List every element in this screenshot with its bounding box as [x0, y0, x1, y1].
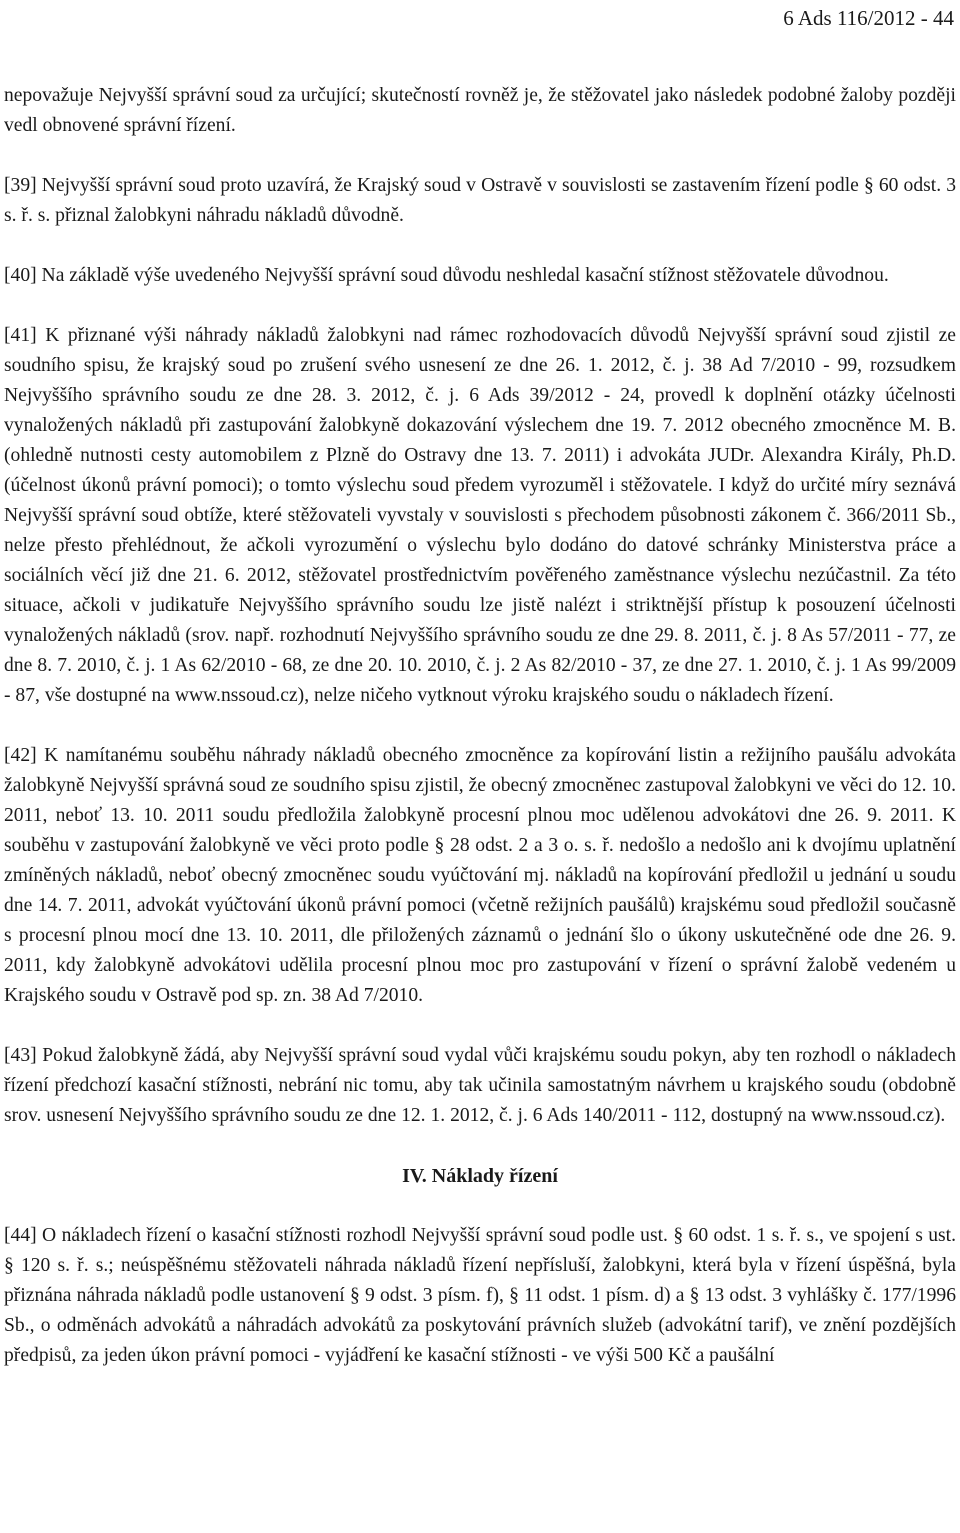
paragraph-42: [42] K namítanému souběhu náhrady nákladů obecného zmocněnce za kopírování listin a režijního paušálu advokáta žalobkyně Nejvyšší správná soud ze soudního spisu zjistil, že obecný zmocněnec zastupoval žalobkyni ve věci do 12. 10. 2011, neboť 13. 10. 2011 soudu předložila žalobkyně procesní plnou moc udělenou advokátovi dne 26. 9. 2011. K souběhu v zastupování žalobkyně ve věci proto podle § 28 odst. 2 a 3 o. s. ř. nedošlo a nedošlo ani k dvojímu uplatnění zmíněných nákladů, neboť obecný zmocněnec soudu vyúčtování mj. nákladů na kopírování předložil u jednání u soudu dne 14. 7. 2011, advokát vyúčtování úkonů právní pomoci (včetně režijních paušálů) krajskému soud předložil současně s procesní plnou mocí dne 13. 10. 2011, dle přiložených záznamů o jednání šlo o úkony uskutečněné ode dne 26. 9. 2011, kdy žalobkyně advokátovi udělila procesní plnou moc pro zastupování v řízení o správní žalobě vedeném u Krajského soudu v Ostravě pod sp. zn. 38 Ad 7/2010. [4, 745, 956, 1006]
section-heading: IV. Náklady řízení [402, 1165, 558, 1187]
paragraph-43: [43] Pokud žalobkyně žádá, aby Nejvyšší správní soud vydal vůči krajskému soudu pokyn, aby ten rozhodl o nákladech řízení předchozí kasační stížnosti, nebrání nic tomu, aby tak učinila samostatným návrhem u krajského soudu (obdobně srov. usnesení Nejvyššího správního soudu ze dne 12. 1. 2012, č. j. 6 Ads 140/2011 - 112, dostupný na www.nssoud.cz). [4, 1045, 956, 1126]
case-reference-header: 6 Ads 116/2012 - 44 [783, 6, 954, 30]
document-body [4, 81, 956, 1371]
paragraph-39: [39] Nejvyšší správní soud proto uzavírá, že Krajský soud v Ostravě v souvislosti se zastavením řízení podle § 60 odst. 3 s. ř. s. přiznal žalobkyni náhradu nákladů důvodně. [4, 175, 956, 226]
paragraph-44: [44] O nákladech řízení o kasační stížnosti rozhodl Nejvyšší správní soud podle ust. § 60 odst. 1 s. ř. s., ve spojení s ust. § 120 s. ř. s.; neúspěšnému stěžovateli náhrada nákladů řízení nepřísluší, žalobkyni, která byla v řízení úspěšná, byla přiznána náhrada nákladů podle ustanovení § 9 odst. 3 písm. f), § 11 odst. 1 písm. d) a § 13 odst. 3 vyhlášky č. 177/1996 Sb., o odměnách advokátů a náhradách advokátů za poskytování právních služeb (advokátní tarif), ve znění pozdějších předpisů, za jeden úkon právní pomoci - vyjádření ke kasační stížnosti - ve výši 500 Kč a paušální [4, 1225, 956, 1366]
paragraph-41: [41] K přiznané výši náhrady nákladů žalobkyni nad rámec rozhodovacích důvodů Nejvyšší správní soud zjistil ze soudního spisu, že krajský soud po zrušení svého usnesení ze dne 26. 1. 2012, č. j. 38 Ad 7/2010 - 99, rozsudkem Nejvyššího správního soudu ze dne 28. 3. 2012, č. j. 6 Ads 39/2012 - 24, provedl k doplnění otázky účelnosti vynaložených nákladů při zastupování žalobkyně dokazování výslechem dne 19. 7. 2012 obecného zmocněnce M. B. (ohledně nutnosti cesty automobilem z Plzně do Ostravy dne 13. 7. 2011) i advokáta JUDr. Alexandra Király, Ph.D. (účelnost úkonů právní pomoci); o tomto výslechu soud předem vyrozuměl i stěžovatele. I když do určité míry seznává Nejvyšší správní soud obtíže, které stěžovateli vyvstaly v souvislosti s přechodem působnosti zákonem č. 366/2011 Sb., nelze přesto přehlédnout, že ačkoli vyrozumění o výslechu bylo dodáno do datové schránky Ministerstva práce a sociálních věcí již dne 21. 6. 2012, stěžovatel prostřednictvím pověřeného zaměstnance výslechu nezúčastnil. Za této situace, ačkoli v judikatuře Nejvyššího správního soudu lze jistě nalézt i striktnější přístup k posouzení účelnosti vynaložených nákladů (srov. např. rozhodnutí Nejvyššího správního soudu ze dne 29. 8. 2011, č. j. 8 As 57/2011 - 77, ze dne 8. 7. 2010, č. j. 1 As 62/2010 - 68, ze dne 20. 10. 2010, č. j. 2 As 82/2010 - 37, ze dne 27. 1. 2010, č. j. 1 As 99/2009 - 87, vše dostupné na www.nssoud.cz), nelze ničeho vytknout výroku krajského soudu o nákladech řízení. [4, 325, 956, 706]
paragraph-40: [40] Na základě výše uvedeného Nejvyšší správní soud důvodu neshledal kasační stížnost stěžovatele důvodnou. [4, 265, 889, 286]
paragraph-continuation: nepovažuje Nejvyšší správní soud za určující; skutečností rovněž je, že stěžovatel jako následek podobné žaloby později vedl obnovené správní řízení. [4, 85, 956, 136]
